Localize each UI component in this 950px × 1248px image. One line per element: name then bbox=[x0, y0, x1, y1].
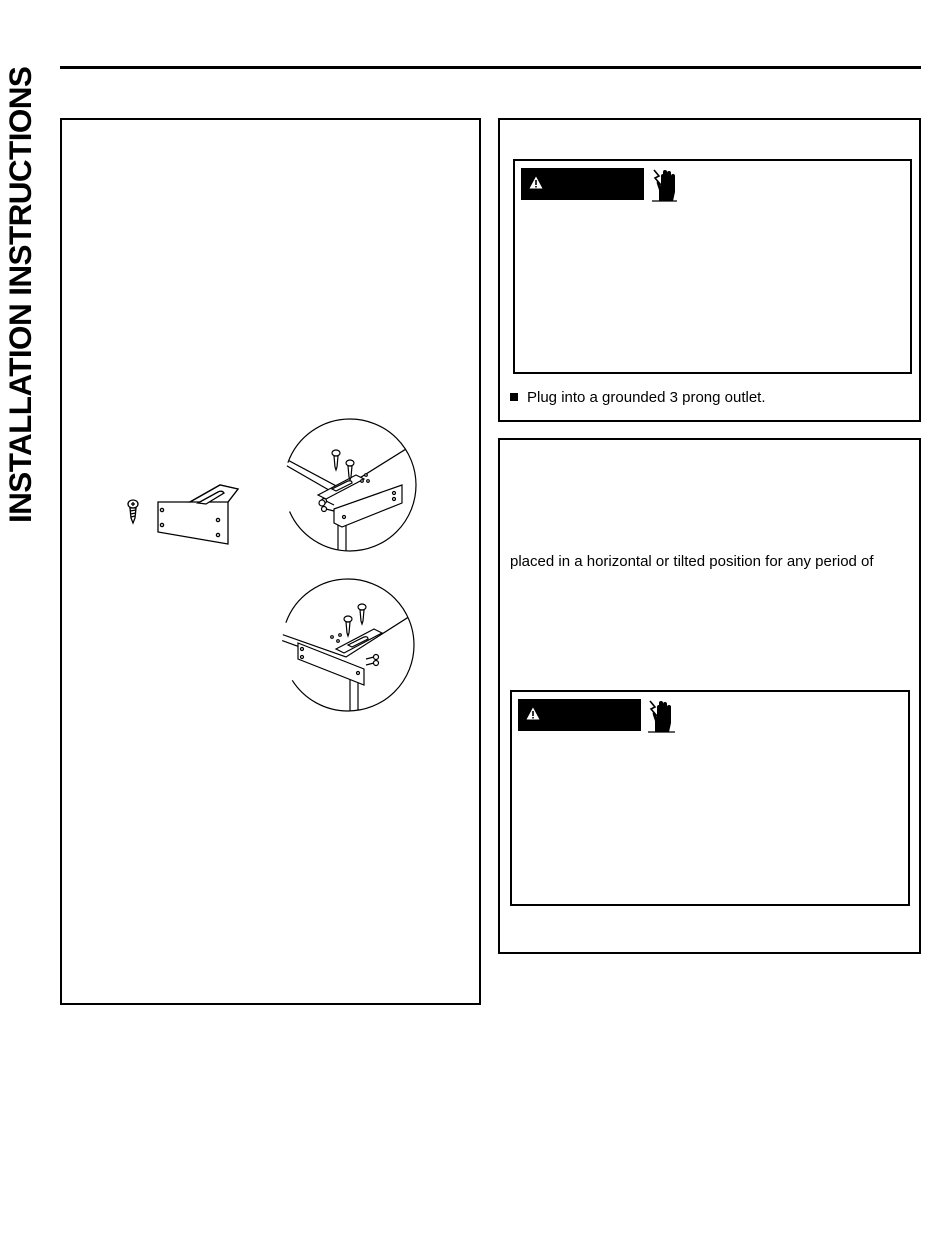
bullet-square-icon bbox=[510, 393, 518, 401]
top-rule bbox=[60, 66, 921, 69]
left-instructions-panel bbox=[60, 118, 481, 1005]
bullet-text: Plug into a grounded 3 prong outlet. bbox=[527, 389, 766, 406]
warning-label bbox=[518, 699, 641, 731]
warning-label bbox=[521, 168, 644, 200]
transport-text-line: placed in a horizontal or tilted position for any period of bbox=[510, 553, 874, 570]
bracket-with-screw-illustration bbox=[120, 480, 260, 550]
screw-icon bbox=[128, 500, 138, 523]
bracket-mounted-bottom-corner-illustration bbox=[278, 577, 418, 717]
bracket-mounted-top-corner-illustration bbox=[282, 417, 422, 557]
bullet-item bbox=[510, 389, 766, 407]
electric-shock-hand-icon bbox=[650, 168, 678, 202]
warning-triangle-icon bbox=[526, 707, 540, 720]
side-title: INSTALLATION INSTRUCTIONS bbox=[2, 66, 38, 523]
bracket-icon bbox=[158, 485, 238, 544]
screw-icon bbox=[344, 604, 366, 636]
electric-shock-hand-icon bbox=[646, 699, 676, 733]
warning-triangle-icon bbox=[529, 176, 543, 189]
screw-icon bbox=[332, 450, 354, 480]
